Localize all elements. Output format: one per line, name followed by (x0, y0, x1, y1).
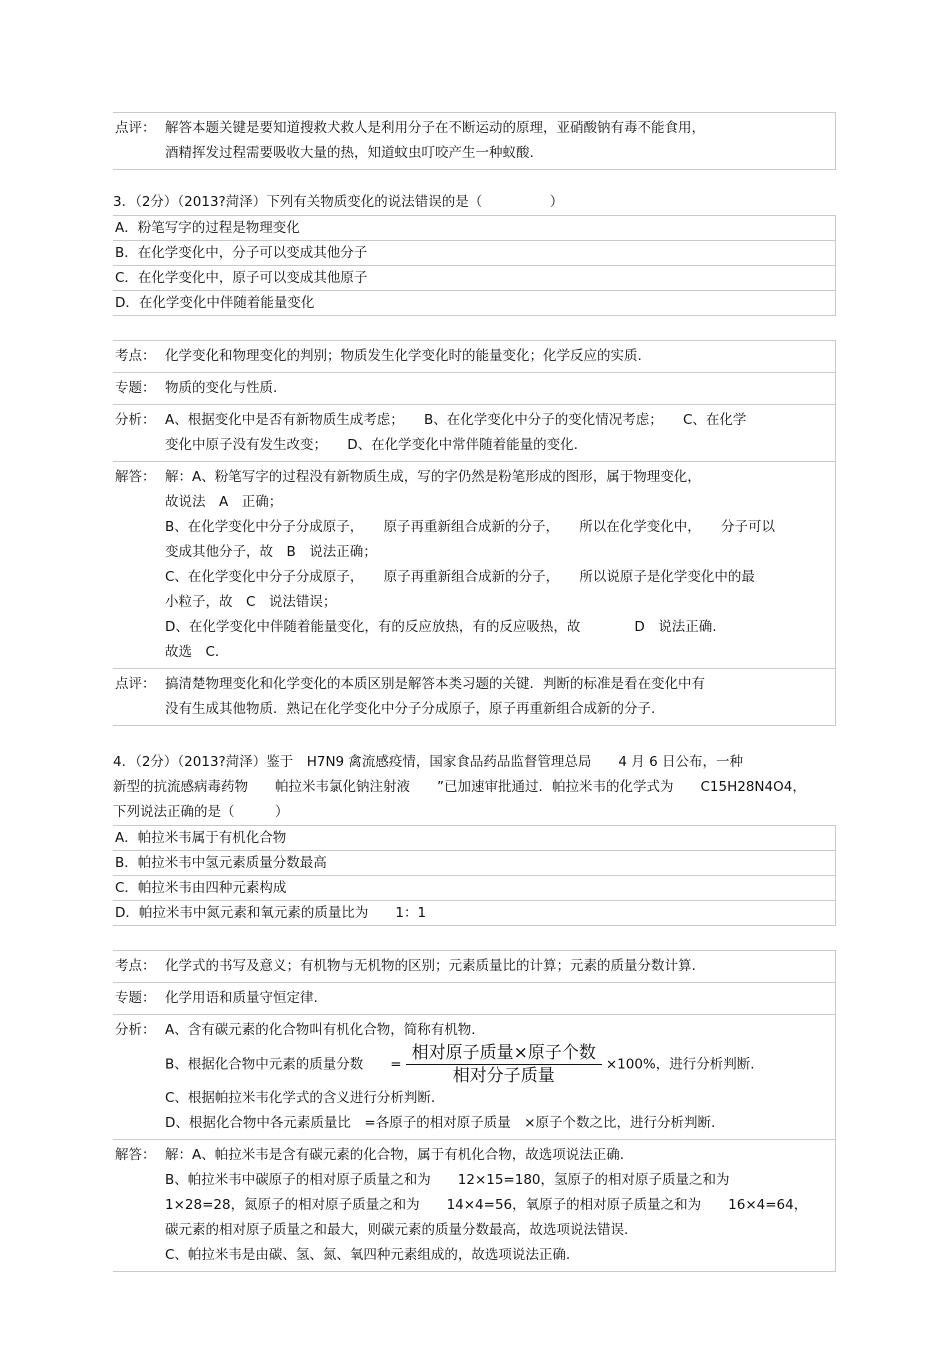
q3-option-a: A．粉笔写字的过程是物理变化 (113, 216, 835, 241)
jieda-text (165, 462, 835, 668)
review-text (165, 669, 835, 725)
kaodian-text: 化学式的书写及意义；有机物与无机物的区别；元素质量比的计算；元素的质量分数计算. (165, 958, 696, 974)
text-line: D、在化学变化中伴随着能量变化，有的反应放热，有的反应吸热，故 D 说法正确. (165, 619, 717, 635)
q4-stem (113, 750, 836, 825)
kaodian-text: 化学变化和物理变化的判别；物质发生化学变化时的能量变化；化学反应的实质. (165, 348, 642, 364)
text-line: 解：A、帕拉米韦是含有碳元素的化合物，属于有机化合物，故选项说法正确. (165, 1147, 625, 1163)
fenxi-text (165, 405, 835, 461)
text-line: 故选 C． (165, 644, 229, 660)
text-line: 1×28=28，氮原子的相对原子质量之和为 14×4=56，氧原子的相对原子质量之和为 16×4=64， (165, 1197, 808, 1213)
zhuanti-text: 化学用语和质量守恒定律. (165, 990, 318, 1006)
q4-fenxi-row (113, 1015, 835, 1140)
jieda-label: 解答： (115, 469, 156, 485)
fenxi-label: 分析： (115, 1022, 156, 1038)
text-line: C、在化学变化中分子分成原子， 原子再重新组合成新的分子， 所以说原子是化学变化中的最 (165, 569, 755, 585)
review-label: 点评： (115, 676, 156, 692)
text-line: 变化中原子没有发生改变； D、在化学变化中常伴随着能量的变化. (165, 437, 578, 453)
kaodian-label: 考点： (115, 348, 156, 364)
zhuanti-label: 专题： (115, 380, 156, 396)
formula-suffix: ×100%，进行分析判断. (605, 1056, 755, 1073)
q4-jieda-row (113, 1140, 835, 1272)
text-line: 酒精挥发过程需要吸收大量的热，知道蚊虫叮咬产生一种蚁酸. (165, 145, 534, 161)
q4-option-a: A．帕拉米韦属于有机化合物 (113, 826, 835, 851)
q4-option-b: B．帕拉米韦中氢元素质量分数最高 (113, 851, 835, 876)
q4-option-c: C．帕拉米韦由四种元素构成 (113, 876, 835, 901)
q3-option-d: D．在化学变化中伴随着能量变化 (113, 291, 835, 316)
kaodian-label: 考点： (115, 958, 156, 974)
jieda-label: 解答： (115, 1147, 156, 1163)
text-line: 碳元素的相对原子质量之和最大，则碳元素的质量分数最高，故选项说法错误. (165, 1222, 629, 1238)
q4-zhuanti-row (113, 983, 835, 1015)
text-line: 没有生成其他物质．熟记在化学变化中分子分成原子，原子再重新组合成新的分子. (165, 701, 656, 717)
text-line: 故说法 A 正确； (165, 494, 283, 510)
zhuanti-label: 专题： (115, 990, 156, 1006)
text-line: 解：A、粉笔写字的过程没有新物质生成，写的字仍然是粉笔形成的图形，属于物理变化， (165, 469, 701, 485)
formula-prefix: B、根据化合物中元素的质量分数 = (165, 1056, 402, 1073)
prev-review-row (113, 113, 835, 170)
q3-review-row (113, 669, 835, 726)
q3-analysis-table (113, 340, 836, 726)
jieda-text (165, 1140, 835, 1271)
review-text (165, 113, 835, 169)
q3-option-b: B．在化学变化中，分子可以变成其他分子 (113, 241, 835, 266)
text-line: 解答本题关键是要知道搜救犬救人是利用分子在不断运动的原理，亚硝酸钠有毒不能食用， (165, 120, 705, 136)
text-line: D、根据化合物中各元素质量比 =各原子的相对原子质量 ×原子个数之比，进行分析判断. (165, 1115, 716, 1131)
q3-option-c: C．在化学变化中，原子可以变成其他原子 (113, 266, 835, 291)
text-line: 小粒子，故 C 说法错误； (165, 594, 337, 610)
zhuanti-text: 物质的变化与性质. (165, 380, 278, 396)
text-line: C、根据帕拉米韦化学式的含义进行分析判断. (165, 1090, 436, 1106)
mass-fraction-formula (406, 1043, 602, 1086)
text-line: B、在化学变化中分子分成原子， 原子再重新组合成新的分子， 所以在化学变化中， 分子可以 (165, 519, 776, 535)
q3-options (113, 215, 836, 316)
prev-review-table (113, 112, 836, 170)
fenxi-text (165, 1015, 835, 1139)
document-page (113, 112, 836, 1272)
q4-option-d: D．帕拉米韦中氮元素和氧元素的质量比为 1：1 (113, 901, 835, 926)
q4-stem-line: 4．（2分）（2013?菏泽）鉴于 H7N9 禽流感疫情，国家食品药品监督管理总局 4 月 6 日公布，一种 (113, 754, 743, 770)
q3-jieda-row (113, 462, 835, 669)
text-line: A、根据变化中是否有新物质生成考虑； B、在化学变化中分子的变化情况考虑； C、在化学 (165, 412, 747, 428)
text-line: C、帕拉米韦是由碳、氢、氮、氧四种元素组成的，故选项说法正确. (165, 1247, 571, 1263)
review-label: 点评： (115, 120, 156, 136)
q3-stem: 3．（2分）（2013?菏泽）下列有关物质变化的说法错误的是（ ） (113, 194, 564, 210)
text-line: 搞清楚物理变化和化学变化的本质区别是解答本类习题的关键．判断的标准是看在变化中有 (165, 676, 705, 692)
text-line: B、帕拉米韦中碳原子的相对原子质量之和为 12×15=180，氢原子的相对原子质量之和为 (165, 1172, 730, 1188)
text-line: A、含有碳元素的化合物叫有机化合物，简称有机物. (165, 1022, 476, 1038)
q4-options (113, 825, 836, 926)
q3-kaodian-row (113, 341, 835, 373)
text-line: 变成其他分子，故 B 说法正确； (165, 544, 377, 560)
q4-stem-line: 新型的抗流感病毒药物 帕拉米韦氯化钠注射液 ”已加速审批通过．帕拉米韦的化学式为 C15H28N4O4， (113, 779, 806, 795)
q3-fenxi-row (113, 405, 835, 462)
formula-line (165, 1043, 835, 1086)
fenxi-label: 分析： (115, 412, 156, 428)
q4-kaodian-row (113, 951, 835, 983)
fraction-denominator: 相对分子质量 (452, 1066, 555, 1086)
q4-stem-line: 下列说法正确的是（ ） (113, 804, 289, 820)
q3-zhuanti-row (113, 373, 835, 405)
fraction-numerator: 相对原子质量×原子个数 (406, 1043, 602, 1065)
q4-analysis-table (113, 950, 836, 1272)
